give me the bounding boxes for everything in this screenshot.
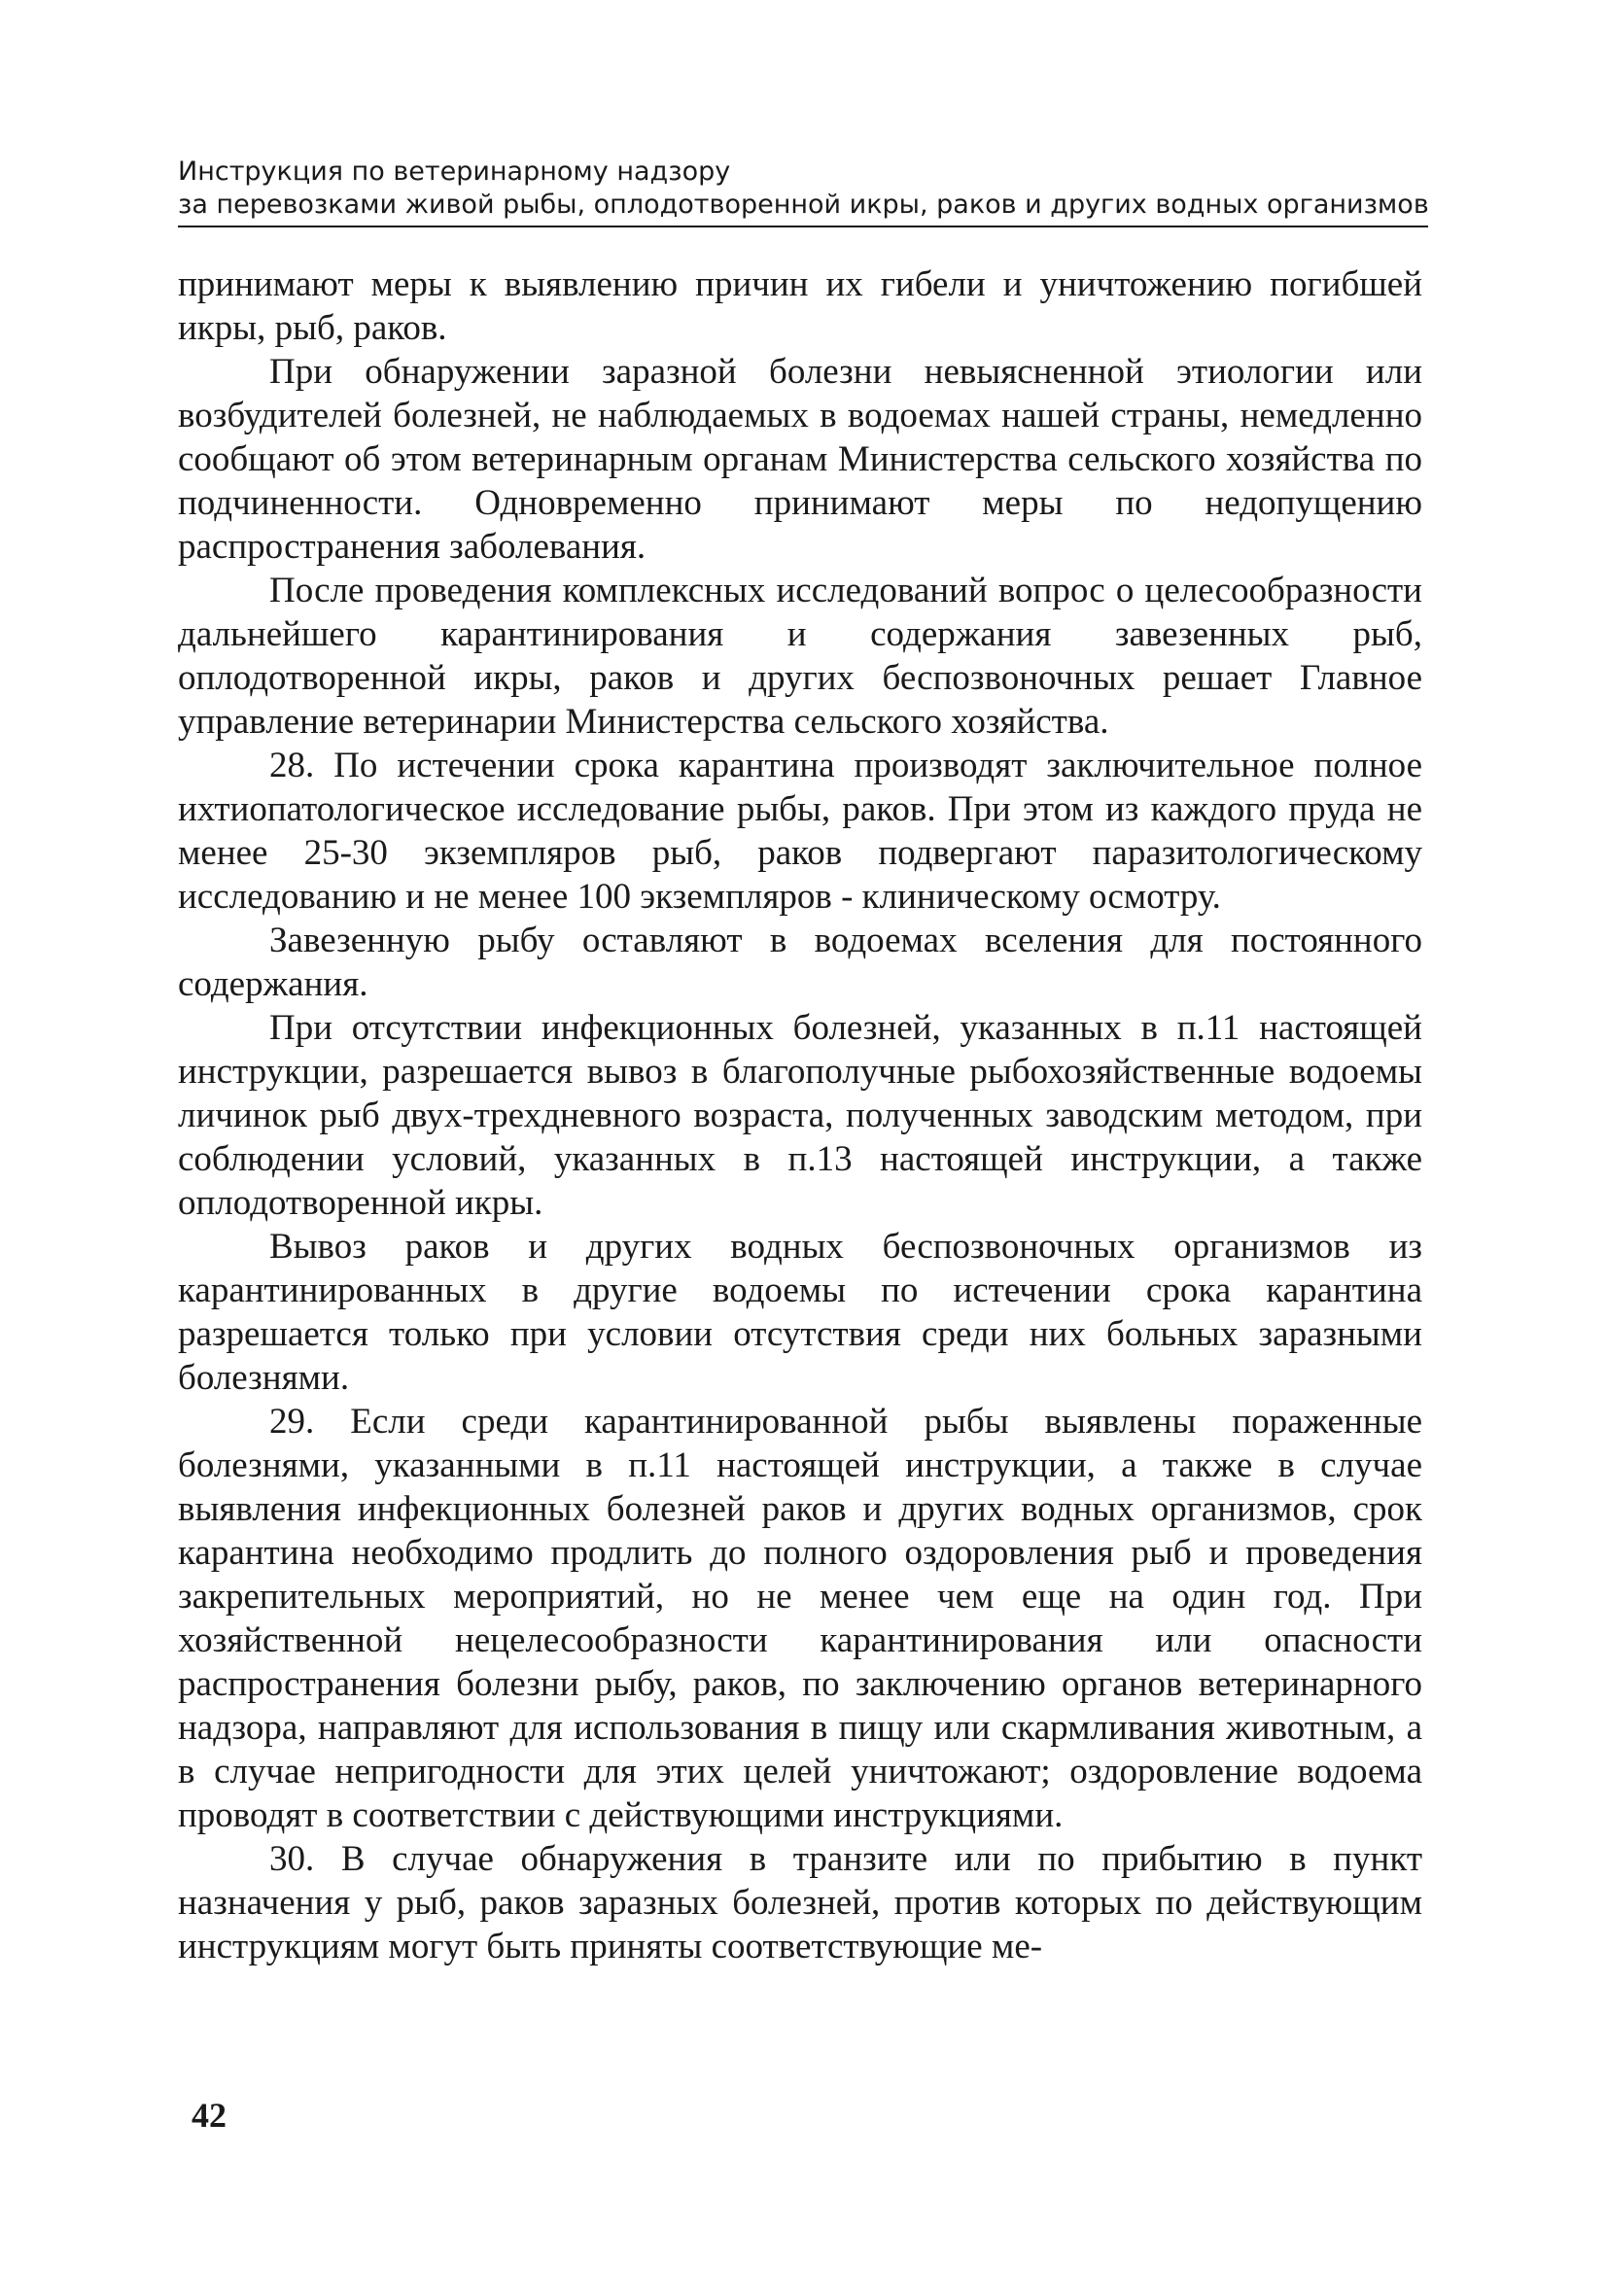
paragraph-section-28: 28. По истечении срока карантина производят заключительное полное ихтиопатологическое исследование рыбы, раков. При этом из каждого пруда не менее 25-30 экземпляров рыб, раков подвергают паразитологическому исследованию и не менее 100 экземпляров - клиническому осмотру. (178, 746, 1422, 917)
paragraph: После проведения комплексных исследований вопрос о целесообразности дальнейшего карантинирования и содержания завезенных рыб, оплодотворенной икры, раков и других беспозвоночных решает Главное управление ветеринарии Министерства сельского хозяйства. (178, 571, 1422, 742)
body-text (178, 262, 1422, 1968)
running-header-line-1: Инструкция по ветеринарному надзору (178, 157, 731, 187)
running-header (178, 156, 1429, 222)
running-header-line-2: за перевозками живой рыбы, оплодотворенной икры, раков и других водных организмов (178, 190, 1429, 220)
header-rule (178, 226, 1428, 227)
paragraph-section-30: 30. В случае обнаружения в транзите или по прибытию в пункт назначения у рыб, раков заразных болезней, против которых по действующим инструкциям могут быть приняты соответствующие ме- (178, 1839, 1422, 1966)
paragraph-section-29: 29. Если среди карантинированной рыбы выявлены пораженные болезнями, указанными в п.11 настоящей инструкции, а также в случае выявления инфекционных болезней раков и других водных организмов, срок карантина необходимо продлить до полного оздоровления рыб и проведения закрепительных мероприятий, но не менее чем еще на один год. При хозяйственной нецелесообразности карантинирования или опасности распространения болезни рыбу, раков, по заключению органов ветеринарного надзора, направляют для использования в пищу или скармливания животным, а в случае непригодности для этих целей уничтожают; оздоровление водоема проводят в соответствии с действующими инструкциями. (178, 1402, 1422, 1835)
page-number: 42 (192, 2096, 227, 2135)
paragraph: Завезенную рыбу оставляют в водоемах вселения для постоянного содержания. (178, 921, 1422, 1004)
paragraph: При обнаружении заразной болезни невыясненной этиологии или возбудителей болезней, не наблюдаемых в водоемах нашей страны, немедленно сообщают об этом ветеринарным органам Министерства сельского хозяйства по подчиненности. Одновременно принимают меры по недопущению распространения заболевания. (178, 352, 1422, 567)
paragraph: принимают меры к выявлению причин их гибели и уничтожению погибшей икры, рыб, раков. (178, 264, 1422, 348)
paragraph: Вывоз раков и других водных беспозвоночных организмов из карантинированных в другие водоемы по истечении срока карантина разрешается только при условии отсутствия среди них больных заразными болезнями. (178, 1227, 1422, 1398)
paragraph: При отсутствии инфекционных болезней, указанных в п.11 настоящей инструкции, разрешается вывоз в благополучные рыбохозяйственные водоемы личинок рыб двух-трехдневного возраста, полученных заводским методом, при соблюдении условий, указанных в п.13 настоящей инструкции, а также оплодотворенной икры. (178, 1008, 1422, 1223)
